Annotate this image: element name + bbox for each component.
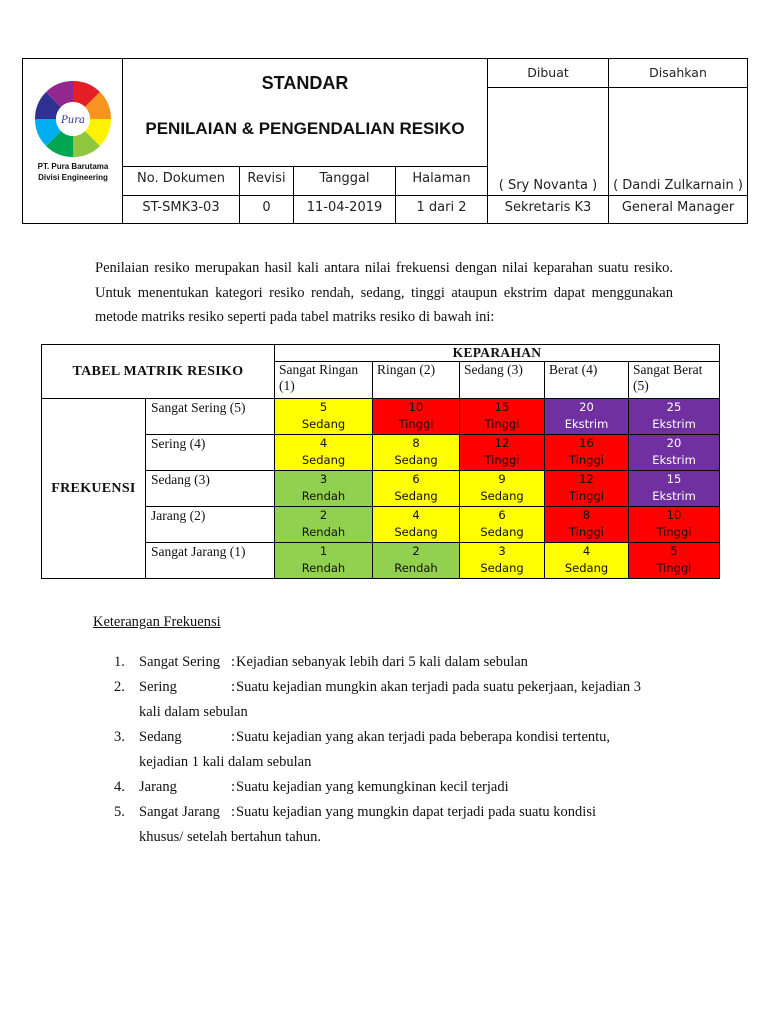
risk-cell — [629, 543, 720, 579]
risk-cell — [275, 471, 373, 507]
risk-level: Rendah — [301, 561, 346, 575]
risk-cell — [275, 435, 373, 471]
legend-term: Sangat Jarang — [139, 804, 220, 820]
divider — [123, 195, 747, 196]
risk-level: Rendah — [301, 489, 346, 503]
risk-score: 6 — [412, 472, 420, 486]
legend-number: 5. — [114, 804, 125, 820]
legend-term: Sering — [139, 679, 177, 695]
risk-cell — [373, 435, 460, 471]
risk-score: 20 — [579, 400, 594, 414]
risk-level: Sedang — [301, 417, 346, 431]
legend-continuation: kali dalam sebulan — [139, 703, 248, 720]
risk-score: 2 — [412, 544, 420, 558]
legend-term: Jarang — [139, 779, 177, 795]
risk-score: 12 — [494, 436, 510, 450]
risk-level: Tinggi — [398, 417, 434, 431]
risk-level: Sedang — [480, 489, 524, 503]
label-page: Halaman — [412, 171, 471, 186]
risk-level: Ekstrim — [652, 417, 696, 431]
frequency-label: Sangat Jarang (1) — [146, 543, 275, 579]
approved-by-role: General Manager — [621, 200, 735, 215]
risk-score: 25 — [666, 400, 682, 414]
risk-cell — [545, 435, 629, 471]
risk-level: Sedang — [301, 453, 346, 467]
risk-level: Tinggi — [484, 453, 520, 467]
svg-text:Pura: Pura — [61, 115, 85, 126]
legend-item — [114, 675, 694, 724]
risk-cell — [460, 471, 545, 507]
legend-number: 2. — [114, 679, 125, 695]
risk-score: 15 — [666, 472, 682, 486]
risk-cell — [275, 507, 373, 543]
risk-score: 2 — [319, 508, 328, 522]
severity-label: Ringan (2) — [373, 362, 460, 399]
risk-level: Rendah — [394, 561, 438, 575]
risk-score: 4 — [582, 544, 591, 558]
value-date: 11-04-2019 — [306, 200, 383, 215]
risk-score: 9 — [498, 472, 506, 486]
risk-level: Sedang — [394, 525, 438, 539]
legend-colon: : — [231, 654, 236, 670]
risk-score: 4 — [412, 508, 420, 522]
risk-cell — [373, 471, 460, 507]
doc-title-line2: PENILAIAN & PENGENDALIAN RESIKO — [145, 119, 465, 138]
legend-continuation: kejadian 1 kali dalam sebulan — [139, 753, 312, 770]
risk-cell — [275, 543, 373, 579]
risk-cell — [373, 399, 460, 435]
company-logo-icon — [33, 79, 113, 159]
severity-label: Sangat Berat (5) — [629, 362, 720, 399]
company-line1: PT. Pura Barutama — [37, 162, 109, 171]
risk-score: 5 — [670, 544, 678, 558]
risk-score: 1 — [319, 544, 328, 558]
legend-description: Kejadian sebanyak lebih dari 5 kali dalam sebulan — [236, 654, 528, 670]
legend-number: 4. — [114, 779, 125, 795]
legend-colon: : — [231, 779, 236, 795]
risk-level: Ekstrim — [652, 489, 696, 503]
risk-score: 8 — [412, 436, 420, 450]
risk-score: 5 — [319, 400, 328, 414]
legend-colon: : — [231, 679, 236, 695]
legend-term: Sangat Sering — [139, 654, 220, 670]
risk-level: Tinggi — [484, 417, 520, 431]
risk-level: Tinggi — [656, 561, 692, 575]
severity-label: Berat (4) — [545, 362, 629, 399]
label-doc-no: No. Dokumen — [137, 171, 225, 186]
risk-score: 10 — [408, 400, 424, 414]
risk-cell — [460, 543, 545, 579]
doc-title-line1: STANDAR — [261, 73, 349, 93]
risk-score: 16 — [579, 436, 594, 450]
document-header — [22, 58, 748, 224]
label-revision: Revisi — [247, 171, 286, 186]
matrix-row — [42, 399, 720, 435]
made-by-name: ( Sry Novanta ) — [498, 178, 598, 193]
severity-header: KEPARAHAN — [275, 345, 720, 362]
frequency-label: Jarang (2) — [146, 507, 275, 543]
risk-score: 6 — [498, 508, 506, 522]
logo-cell — [23, 59, 123, 223]
legend-item — [114, 800, 694, 849]
frequency-label: Sangat Sering (5) — [146, 399, 275, 435]
risk-cell — [629, 399, 720, 435]
risk-score: 3 — [319, 472, 328, 486]
risk-cell — [373, 543, 460, 579]
legend-description: Suatu kejadian mungkin akan terjadi pada suatu pekerjaan, kejadian 3 — [236, 679, 642, 695]
risk-level: Tinggi — [569, 453, 604, 467]
risk-matrix-table — [41, 344, 720, 579]
risk-cell — [275, 399, 373, 435]
severity-label: Sedang (3) — [460, 362, 545, 399]
intro-text: Penilaian resiko merupakan hasil kali antara nilai frekuensi dengan nilai keparahan suatu resiko. Untuk menentukan kategori resiko rendah, sedang, tinggi ataupun ekstrim dapat menggunakan metode matriks resiko seperti pada tabel matriks resiko di bawah ini: — [95, 260, 673, 325]
label-made-by: Dibuat — [527, 65, 569, 80]
divider — [487, 59, 488, 223]
risk-cell — [373, 507, 460, 543]
legend-colon: : — [231, 804, 236, 820]
legend-description: Suatu kejadian yang kemungkinan kecil terjadi — [236, 779, 509, 795]
legend-continuation: khusus/ setelah bertahun tahun. — [139, 828, 322, 845]
frequency-label: Sering (4) — [146, 435, 275, 471]
risk-cell — [629, 471, 720, 507]
legend-term: Sedang — [139, 729, 182, 745]
risk-cell — [545, 543, 629, 579]
frequency-label: Sedang (3) — [146, 471, 275, 507]
legend-number: 3. — [114, 729, 125, 745]
value-page: 1 dari 2 — [416, 200, 467, 215]
risk-cell — [629, 507, 720, 543]
frequency-header: FREKUENSI — [42, 399, 146, 579]
risk-level: Sedang — [564, 561, 609, 575]
risk-level: Ekstrim — [564, 417, 609, 431]
divider — [123, 166, 487, 167]
risk-score: 10 — [666, 508, 682, 522]
risk-level: Ekstrim — [652, 453, 696, 467]
divider — [608, 59, 609, 223]
risk-cell — [460, 399, 545, 435]
divider — [488, 87, 747, 88]
risk-level: Sedang — [394, 489, 438, 503]
legend-item — [114, 725, 694, 774]
risk-cell — [460, 435, 545, 471]
legend-description: Suatu kejadian yang mungkin dapat terjadi pada suatu kondisi — [236, 804, 597, 820]
value-doc-no: ST-SMK3-03 — [142, 200, 220, 215]
approved-by-name: ( Dandi Zulkarnain ) — [613, 178, 743, 193]
legend-colon: : — [231, 729, 236, 745]
risk-cell — [460, 507, 545, 543]
legend-title: Keterangan Frekuensi — [93, 614, 221, 630]
label-approved-by: Disahkan — [649, 65, 707, 80]
risk-score: 20 — [666, 436, 682, 450]
risk-score: 12 — [579, 472, 594, 486]
made-by-role: Sekretaris K3 — [504, 200, 592, 215]
risk-level: Sedang — [394, 453, 438, 467]
risk-cell — [545, 507, 629, 543]
legend-description: Suatu kejadian yang akan terjadi pada beberapa kondisi tertentu, — [236, 729, 611, 745]
risk-level: Tinggi — [569, 525, 604, 539]
risk-score: 3 — [498, 544, 506, 558]
risk-level: Tinggi — [569, 489, 604, 503]
risk-cell — [545, 399, 629, 435]
intro-paragraph — [95, 256, 673, 330]
risk-score: 15 — [494, 400, 510, 414]
company-name — [25, 161, 121, 183]
risk-level: Sedang — [480, 525, 524, 539]
risk-level: Sedang — [480, 561, 524, 575]
risk-cell — [629, 435, 720, 471]
risk-level: Rendah — [301, 525, 346, 539]
severity-label: Sangat Ringan (1) — [275, 362, 373, 399]
label-date: Tanggal — [319, 171, 370, 186]
risk-score: 4 — [319, 436, 328, 450]
legend-number: 1. — [114, 654, 125, 670]
matrix-title: TABEL MATRIK RESIKO — [42, 345, 275, 399]
risk-level: Tinggi — [656, 525, 692, 539]
company-line2: Divisi Engineering — [38, 173, 108, 182]
value-revision: 0 — [262, 200, 271, 215]
risk-score: 8 — [582, 508, 591, 522]
risk-cell — [545, 471, 629, 507]
